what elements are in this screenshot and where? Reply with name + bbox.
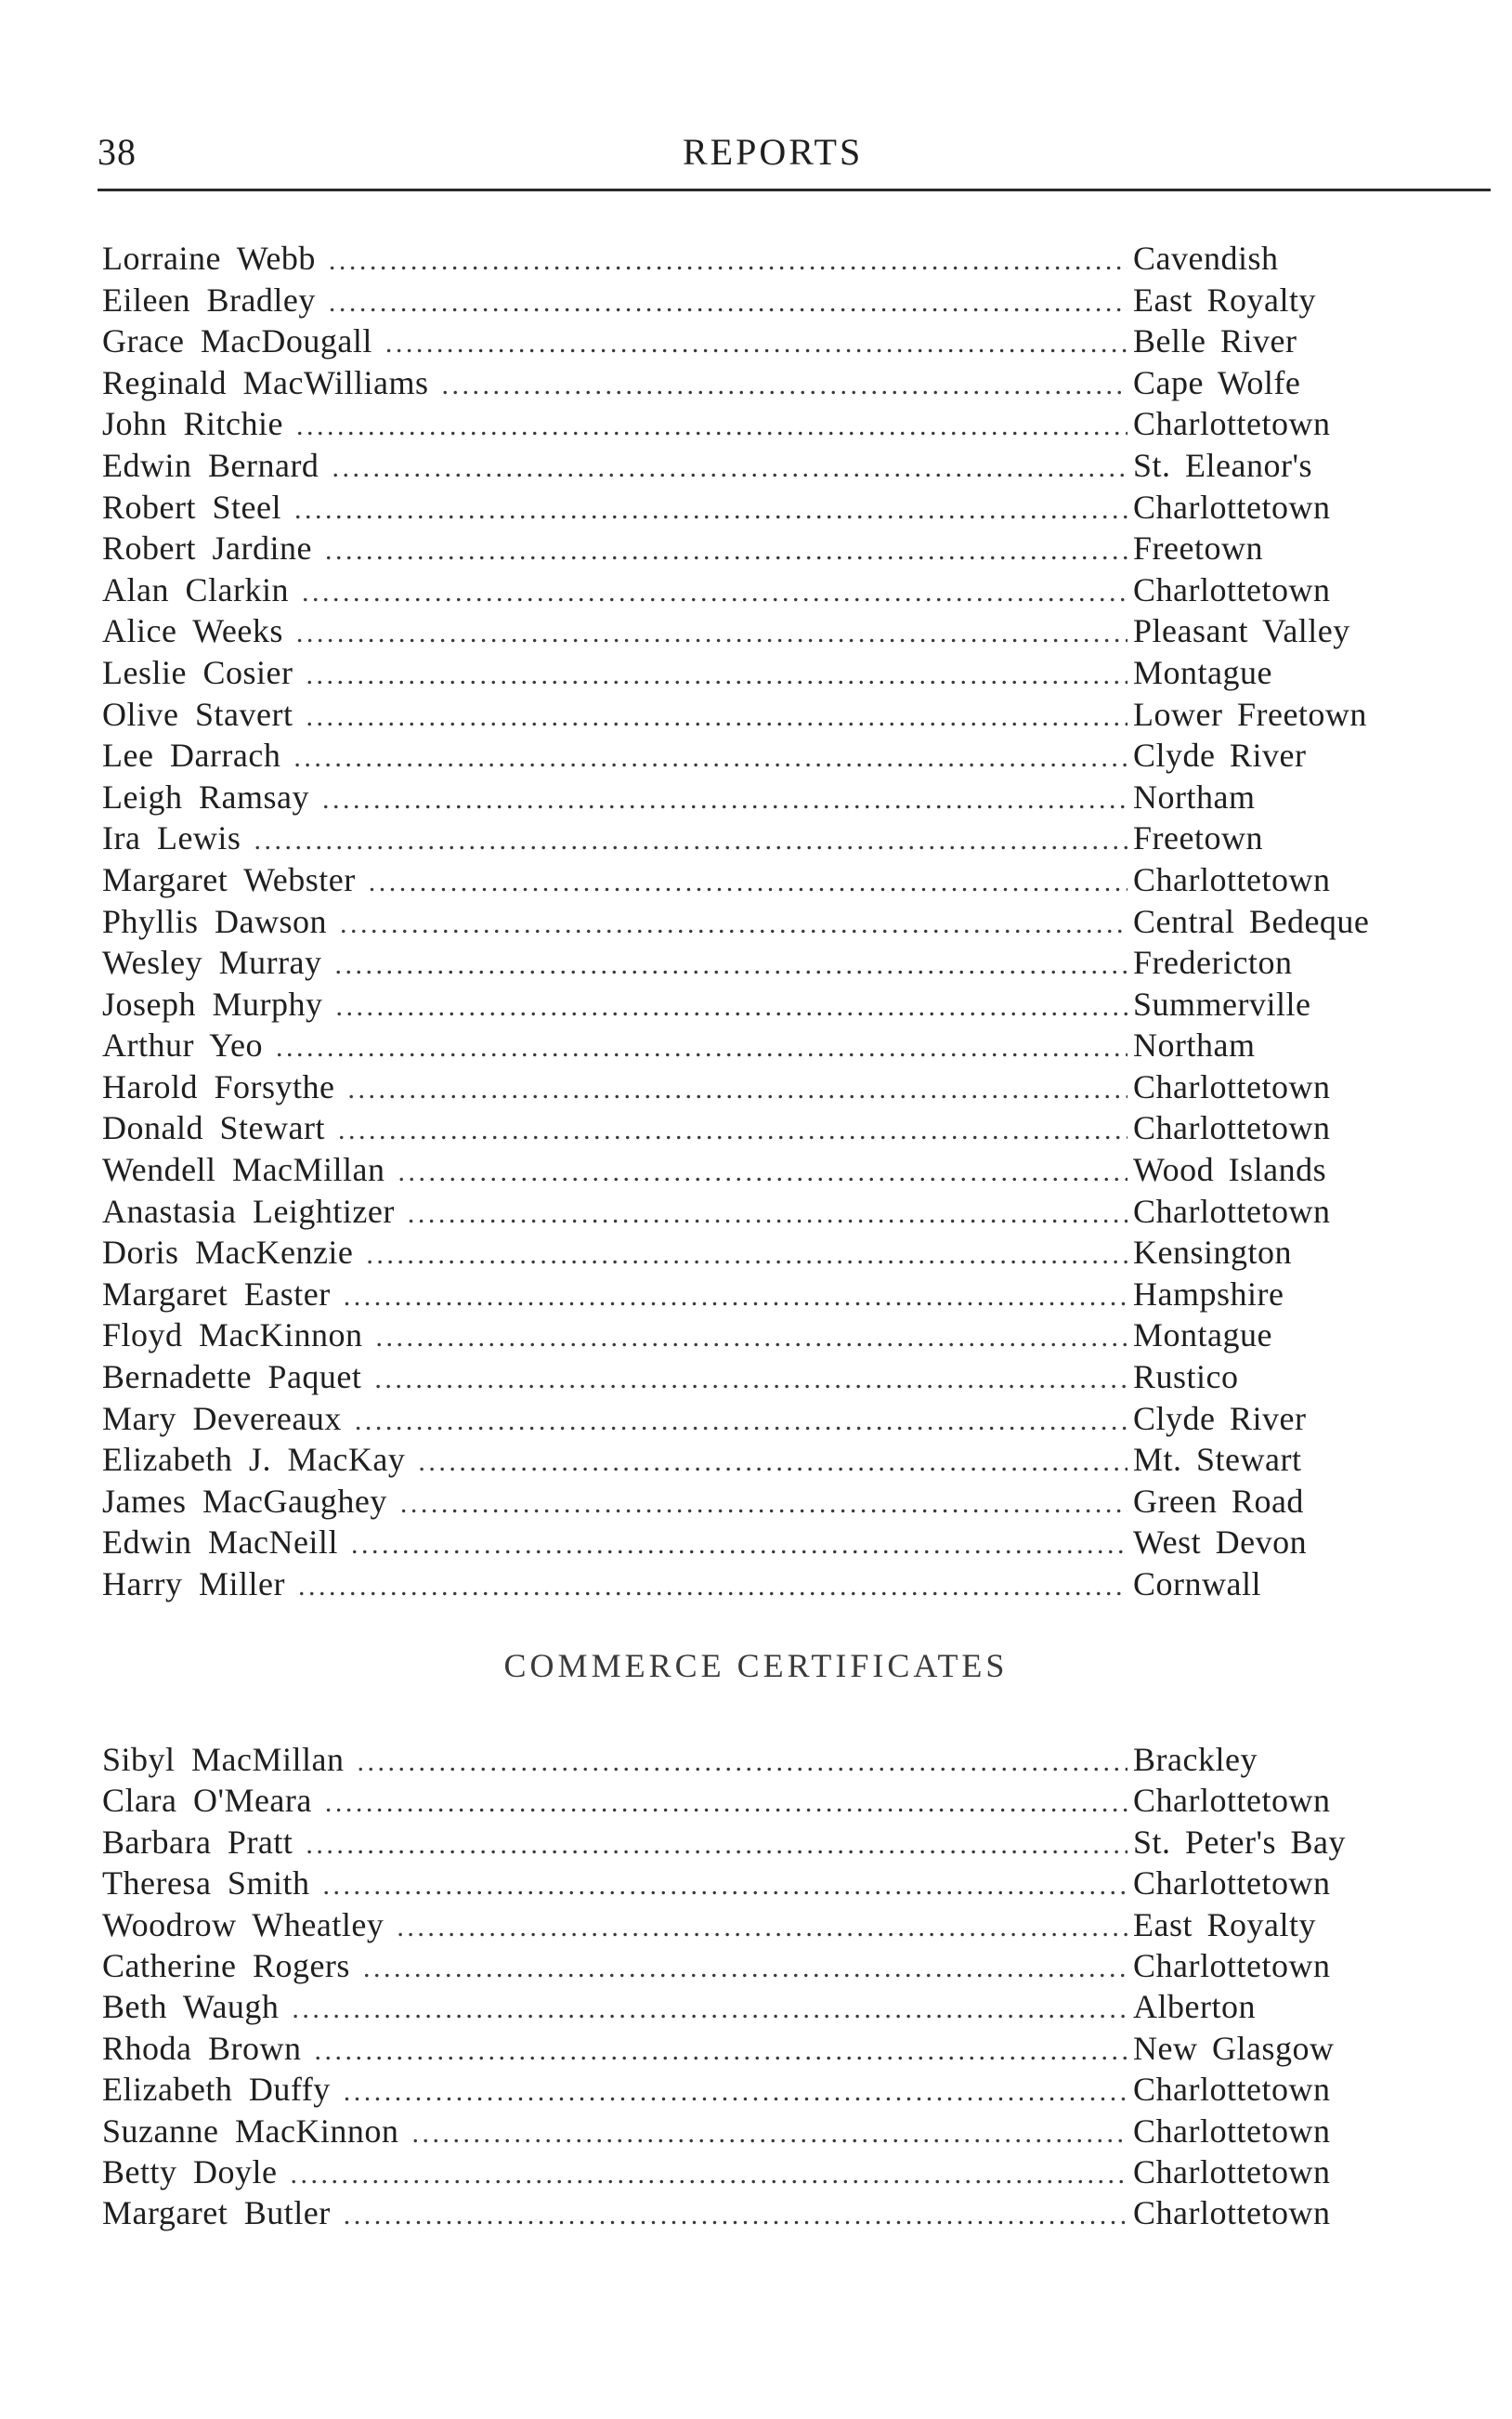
entry-place: Charlottetown: [1133, 860, 1331, 898]
dot-leader: [351, 1524, 1127, 1566]
entry-place: Cavendish: [1133, 240, 1279, 277]
dot-leader: [254, 820, 1127, 862]
list-item: [102, 1439, 1440, 1481]
entry-name: Margaret Butler: [102, 2194, 331, 2232]
entry-name: Leigh Ramsay: [102, 778, 309, 816]
dot-leader: [441, 365, 1127, 407]
entry-name: Margaret Easter: [102, 1275, 331, 1313]
entry-name: Eileen Bradley: [102, 281, 316, 319]
entry-name: Leslie Cosier: [102, 653, 293, 691]
entry-name: Alan Clarkin: [102, 570, 289, 608]
entry-name: Robert Steel: [102, 488, 281, 526]
list-item: [102, 1780, 1440, 1821]
entry-place: Central Bedeque: [1133, 902, 1370, 940]
entry-name: Lorraine Webb: [102, 240, 316, 277]
list-item: [102, 2069, 1440, 2110]
entry-place: Summerville: [1133, 985, 1311, 1023]
entry-place: Charlottetown: [1133, 1864, 1331, 1903]
entry-name: Ira Lewis: [102, 819, 241, 857]
list-item: [102, 2028, 1440, 2069]
list-item: [102, 238, 1440, 280]
list-item: [102, 1945, 1440, 1986]
dot-leader: [376, 1317, 1128, 1359]
dot-leader: [322, 1865, 1127, 1906]
entry-place: East Royalty: [1133, 1905, 1316, 1943]
entry-place: Lower Freetown: [1133, 695, 1367, 733]
list-item: [102, 735, 1440, 777]
entry-name: Sibyl MacMillan: [102, 1741, 345, 1778]
dot-leader: [336, 987, 1128, 1028]
dot-leader: [344, 2072, 1127, 2112]
dot-leader: [332, 448, 1127, 490]
page-header: [98, 130, 1491, 186]
list-item: [102, 942, 1440, 984]
entry-place: Montague: [1133, 1316, 1272, 1354]
dot-leader: [302, 572, 1127, 614]
dot-leader: [322, 779, 1127, 821]
entry-place: Montague: [1133, 653, 1272, 691]
list-item: [102, 694, 1440, 736]
entry-place: Charlottetown: [1133, 1109, 1331, 1147]
dot-leader: [338, 1110, 1127, 1152]
dot-leader: [290, 2154, 1127, 2195]
list-item: [102, 528, 1440, 569]
entry-place: Charlottetown: [1133, 488, 1331, 526]
entry-name: Woodrow Wheatley: [102, 1905, 385, 1943]
list-item: [102, 1986, 1440, 2027]
entry-name: Suzanne MacKinnon: [102, 2112, 399, 2150]
dot-leader: [400, 1484, 1127, 1525]
dot-leader: [344, 2195, 1127, 2236]
entry-name: Harry Miller: [102, 1565, 285, 1602]
dot-leader: [276, 1027, 1127, 1069]
entry-place: Northam: [1133, 1026, 1256, 1065]
entry-name: John Ritchie: [102, 405, 283, 443]
dot-leader: [347, 1069, 1127, 1111]
entry-name: Alice Weeks: [102, 612, 283, 650]
entry-place: Charlottetown: [1133, 1067, 1331, 1105]
list-item: [102, 1232, 1440, 1274]
list-item: [102, 817, 1440, 859]
entry-name: Beth Waugh: [102, 1988, 280, 2026]
entry-place: Charlottetown: [1133, 405, 1331, 443]
entry-name: Robert Jardine: [102, 530, 312, 568]
entry-name: Donald Stewart: [102, 1109, 325, 1147]
entry-name: Edwin MacNeill: [102, 1523, 338, 1562]
dot-leader: [340, 904, 1127, 946]
entry-name: Joseph Murphy: [102, 985, 323, 1023]
entry-place: Clyde River: [1133, 737, 1307, 775]
entry-name: Reginald MacWilliams: [102, 363, 429, 401]
entry-place: Alberton: [1133, 1988, 1256, 2026]
list-item: [102, 859, 1440, 901]
entry-name: Grace MacDougall: [102, 322, 372, 360]
dot-leader: [296, 613, 1127, 655]
section-title: COMMERCE CERTIFICATES: [503, 1647, 1009, 1684]
list-item: [102, 1314, 1440, 1356]
list-item: [102, 901, 1440, 943]
entry-name: Floyd MacKinnon: [102, 1316, 363, 1354]
entry-place: West Devon: [1133, 1523, 1308, 1562]
entry-place: Kensington: [1133, 1234, 1292, 1272]
entry-place: Belle River: [1133, 322, 1297, 360]
dot-leader: [306, 697, 1127, 739]
entry-name: Margaret Webster: [102, 860, 356, 898]
dot-leader: [397, 1907, 1127, 1948]
dot-leader: [292, 1989, 1127, 2030]
list-item: [102, 1398, 1440, 1440]
entry-name: Olive Stavert: [102, 695, 293, 733]
entry-place: Freetown: [1133, 819, 1263, 857]
entry-name: Clara O'Meara: [102, 1782, 312, 1820]
entry-place: Green Road: [1133, 1482, 1304, 1520]
dot-leader: [293, 738, 1127, 779]
dot-leader: [363, 1948, 1127, 1989]
entry-name: James MacGaughey: [102, 1482, 387, 1520]
list-item: [102, 1356, 1440, 1398]
dot-leader: [358, 1742, 1128, 1783]
entry-name: Elizabeth Duffy: [102, 2071, 331, 2109]
entry-name: Mary Devereaux: [102, 1399, 342, 1437]
name-list: [102, 238, 1440, 1605]
list-item: [102, 1107, 1440, 1149]
entry-place: Freetown: [1133, 530, 1263, 568]
entry-place: Northam: [1133, 778, 1256, 816]
entry-place: Charlottetown: [1133, 2152, 1331, 2190]
entry-name: Phyllis Dawson: [102, 902, 328, 940]
list-item: [102, 1191, 1440, 1233]
dot-leader: [325, 530, 1127, 572]
page-number: 38: [98, 131, 137, 173]
list-item: [102, 984, 1440, 1026]
running-head: REPORTS: [683, 131, 864, 173]
dot-leader: [329, 241, 1127, 282]
dot-leader: [411, 2113, 1127, 2154]
header-rule: [98, 189, 1491, 191]
entry-place: St. Peter's Bay: [1133, 1823, 1346, 1861]
list-item: [102, 487, 1440, 529]
entry-place: Wood Islands: [1133, 1151, 1327, 1189]
list-item: [102, 569, 1440, 611]
list-item: [102, 2151, 1440, 2192]
dot-leader: [296, 406, 1127, 448]
entry-place: Charlottetown: [1133, 2112, 1331, 2150]
entry-place: Charlottetown: [1133, 570, 1331, 608]
dot-leader: [306, 1824, 1127, 1865]
entry-name: Bernadette Paquet: [102, 1358, 362, 1396]
list-item: [102, 2192, 1440, 2233]
entry-place: Charlottetown: [1133, 1946, 1331, 1984]
list-item: [102, 1066, 1440, 1108]
list-item: [102, 362, 1440, 404]
dot-leader: [408, 1194, 1127, 1236]
list-item: [102, 1563, 1440, 1605]
entry-place: Charlottetown: [1133, 2071, 1331, 2109]
entry-name: Betty Doyle: [102, 2152, 278, 2190]
entry-place: New Glasgow: [1133, 2029, 1335, 2067]
entry-place: Brackley: [1133, 1741, 1258, 1778]
dot-leader: [366, 1235, 1127, 1276]
entry-name: Catherine Rogers: [102, 1946, 350, 1984]
list-item: [102, 1822, 1440, 1863]
list-item: [102, 1863, 1440, 1903]
entry-place: Rustico: [1133, 1358, 1239, 1396]
list-item: [102, 610, 1440, 652]
dot-leader: [298, 1566, 1127, 1608]
entry-place: Charlottetown: [1133, 2194, 1331, 2232]
dot-leader: [325, 1783, 1127, 1824]
list-item: [102, 1739, 1440, 1780]
list-item: [102, 320, 1440, 362]
entry-place: Cornwall: [1133, 1565, 1261, 1602]
entry-name: Anastasia Leightizer: [102, 1192, 395, 1230]
list-item: [102, 403, 1440, 445]
list-item: [102, 445, 1440, 487]
entry-place: Charlottetown: [1133, 1782, 1331, 1820]
list-item: [102, 1149, 1440, 1191]
entry-name: Edwin Bernard: [102, 446, 319, 484]
list-item: [102, 1274, 1440, 1315]
dot-leader: [315, 2031, 1128, 2072]
entry-place: Mt. Stewart: [1133, 1441, 1302, 1479]
entry-place: Cape Wolfe: [1133, 363, 1301, 401]
entry-name: Doris MacKenzie: [102, 1234, 354, 1272]
entry-name: Lee Darrach: [102, 737, 281, 775]
entry-name: Rhoda Brown: [102, 2029, 302, 2067]
entry-place: Pleasant Valley: [1133, 612, 1350, 650]
list-item: [102, 280, 1440, 321]
entry-place: Charlottetown: [1133, 1192, 1331, 1230]
list-item: [102, 1025, 1440, 1066]
dot-leader: [294, 490, 1127, 531]
entry-name: Barbara Pratt: [102, 1823, 293, 1861]
entry-place: Hampshire: [1133, 1275, 1284, 1313]
list-item: [102, 652, 1440, 694]
list-item: [102, 1481, 1440, 1523]
dot-leader: [374, 1359, 1127, 1401]
dot-leader: [335, 945, 1127, 987]
entry-name: Harold Forsythe: [102, 1067, 335, 1105]
entry-place: Fredericton: [1133, 944, 1293, 982]
list-item: [102, 2111, 1440, 2151]
dot-leader: [369, 862, 1127, 904]
entry-name: Elizabeth J. MacKay: [102, 1441, 406, 1479]
entry-name: Wendell MacMillan: [102, 1151, 385, 1189]
dot-leader: [418, 1442, 1127, 1484]
dot-leader: [329, 282, 1127, 324]
entry-name: Theresa Smith: [102, 1864, 310, 1903]
list-item: [102, 1904, 1440, 1945]
dot-leader: [385, 323, 1127, 365]
entry-place: Clyde River: [1133, 1399, 1307, 1437]
list-item: [102, 777, 1440, 818]
entry-name: Wesley Murray: [102, 944, 322, 982]
dot-leader: [398, 1152, 1127, 1194]
dot-leader: [306, 655, 1127, 697]
entry-place: East Royalty: [1133, 281, 1316, 319]
dot-leader: [355, 1401, 1127, 1443]
entry-name: Arthur Yeo: [102, 1026, 264, 1065]
commerce-certificates-list: [102, 1739, 1440, 2234]
dot-leader: [344, 1276, 1127, 1318]
list-item: [102, 1522, 1440, 1563]
entry-place: St. Eleanor's: [1133, 446, 1312, 484]
